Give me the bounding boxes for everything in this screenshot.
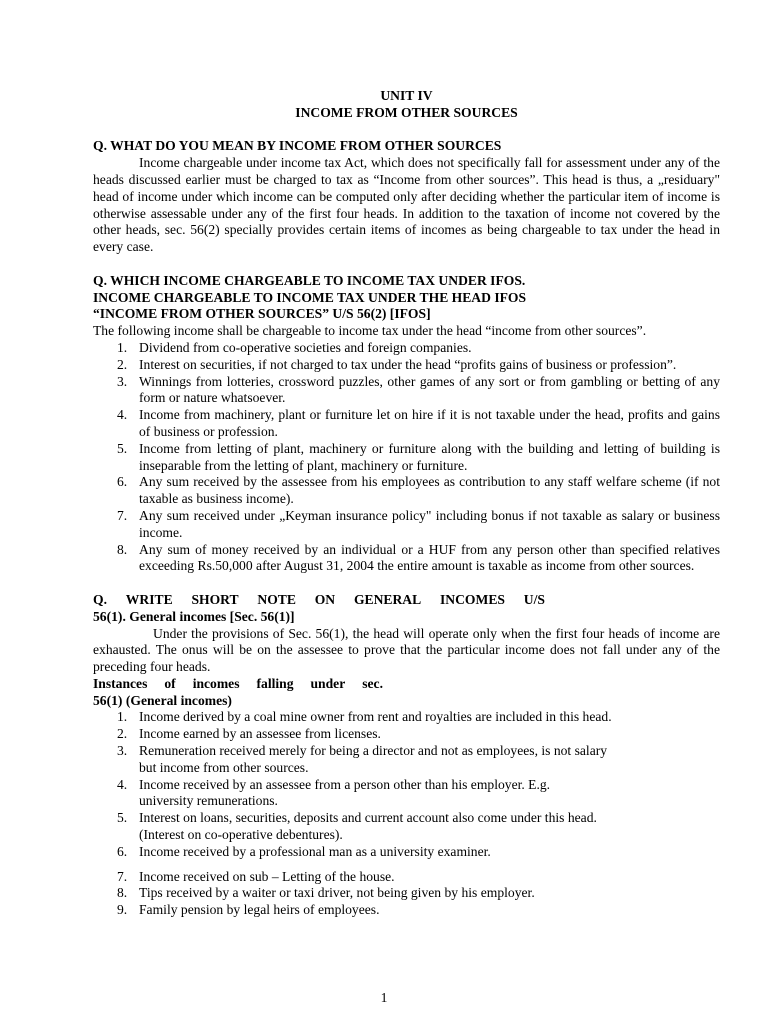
question-3-heading-line2: 56(1). General incomes [Sec. 56(1)] bbox=[93, 608, 295, 624]
question-2-heading-line1: Q. WHICH INCOME CHARGEABLE TO INCOME TAX UNDER IFOS. bbox=[93, 272, 526, 288]
list-item: 3. Remuneration received merely for being a director and not as employees, is not salary but income from other sources. bbox=[117, 743, 608, 775]
question-1-heading: Q. WHAT DO YOU MEAN BY INCOME FROM OTHER SOURCES bbox=[93, 138, 502, 154]
instances-heading: Instances of incomes falling under sec. bbox=[93, 675, 383, 691]
list-item: 8. Tips received by a waiter or taxi driver, not being given by his employer. bbox=[117, 885, 535, 901]
list-item: 2. Interest on securities, if not charged to tax under the head “profits gains of business or profession”. bbox=[117, 356, 677, 372]
question-2-heading-line3: “INCOME FROM OTHER SOURCES” U/S 56(2) [IFOS] bbox=[93, 306, 431, 322]
list-item: 1. Dividend from co-operative societies and foreign companies. bbox=[117, 339, 472, 355]
list-item: 9. Family pension by legal heirs of employees. bbox=[117, 902, 380, 918]
question-2-intro: The following income shall be chargeable to income tax under the head “income from other sources”. bbox=[93, 323, 647, 339]
list-item: 4. Income from machinery, plant or furniture let on hire if it is not taxable under the head, profits and gains of business or profession. bbox=[117, 407, 720, 439]
unit-heading: UNIT IV bbox=[380, 88, 433, 103]
list-item: 5. Interest on loans, securities, deposits and current account also come under this head. (Interest on co-operative debentures). bbox=[117, 810, 597, 843]
list-item: 5. Income from letting of plant, machinery or furniture along with the building and letting of building is inseparable from the letting of plant, machinery or furniture. bbox=[117, 440, 720, 473]
question-3-heading: Q. WRITE SHORT NOTE ON GENERAL INCOMES U/S bbox=[93, 591, 545, 607]
list-item: 3. Winnings from lotteries, crossword puzzles, other games of any sort or from gambling or betting of any form or nature whatsoever. bbox=[117, 373, 720, 406]
list-item: 6. Any sum received by the assessee from his employees as contribution to any staff welfare scheme (if not taxable as business income). bbox=[117, 474, 720, 507]
list-item: 7. Income received on sub – Letting of the house. bbox=[117, 868, 395, 884]
question-1-paragraph: Income chargeable under income tax Act, which does not specifically fall for assessment under any of the heads discussed earlier must be charged to tax as “Income from other sources”. This head is thus, a „residuary" head of income under which income can be computed only after deciding whether the particular item of income is otherwise assessable under any of the first four heads. In addition to the taxation of income not covered by the other heads, sec. 56(2) specially provides certain items of incomes as being chargeable to tax under the head in every case. bbox=[93, 155, 720, 255]
list-item: 7. Any sum received under „Keyman insurance policy" including bonus if not taxable as salary or business income. bbox=[117, 507, 720, 540]
instances-heading-line2: 56(1) (General incomes) bbox=[93, 692, 232, 708]
ifos-income-list bbox=[93, 340, 720, 575]
general-incomes-list bbox=[93, 709, 720, 919]
page-number: 1 bbox=[380, 990, 388, 1005]
list-item: 4. Income received by an assessee from a person other than his employer. E.g. university remunerations. bbox=[117, 776, 551, 809]
list-item: 8. Any sum of money received by an individual or a HUF from any person other than specified relatives exceeding Rs.50,000 after August 31, 2004 the entire amount is taxable as income from other sources. bbox=[117, 541, 720, 574]
question-2-heading-line2: INCOME CHARGEABLE TO INCOME TAX UNDER THE HEAD IFOS bbox=[93, 289, 527, 305]
list-item: 2. Income earned by an assessee from licenses. bbox=[117, 726, 381, 742]
list-item: 1. Income derived by a coal mine owner from rent and royalties are included in this head. bbox=[117, 709, 612, 725]
list-item: 6. Income received by a professional man as a university examiner. bbox=[117, 843, 491, 859]
page-title: INCOME FROM OTHER SOURCES bbox=[295, 104, 518, 120]
document-body bbox=[93, 88, 720, 919]
question-3-paragraph: Under the provisions of Sec. 56(1), the head will operate only when the first four heads of income are exhausted. The onus will be on the assessee to prove that the particular income does not fall under any of the preceding four heads. bbox=[93, 625, 720, 675]
